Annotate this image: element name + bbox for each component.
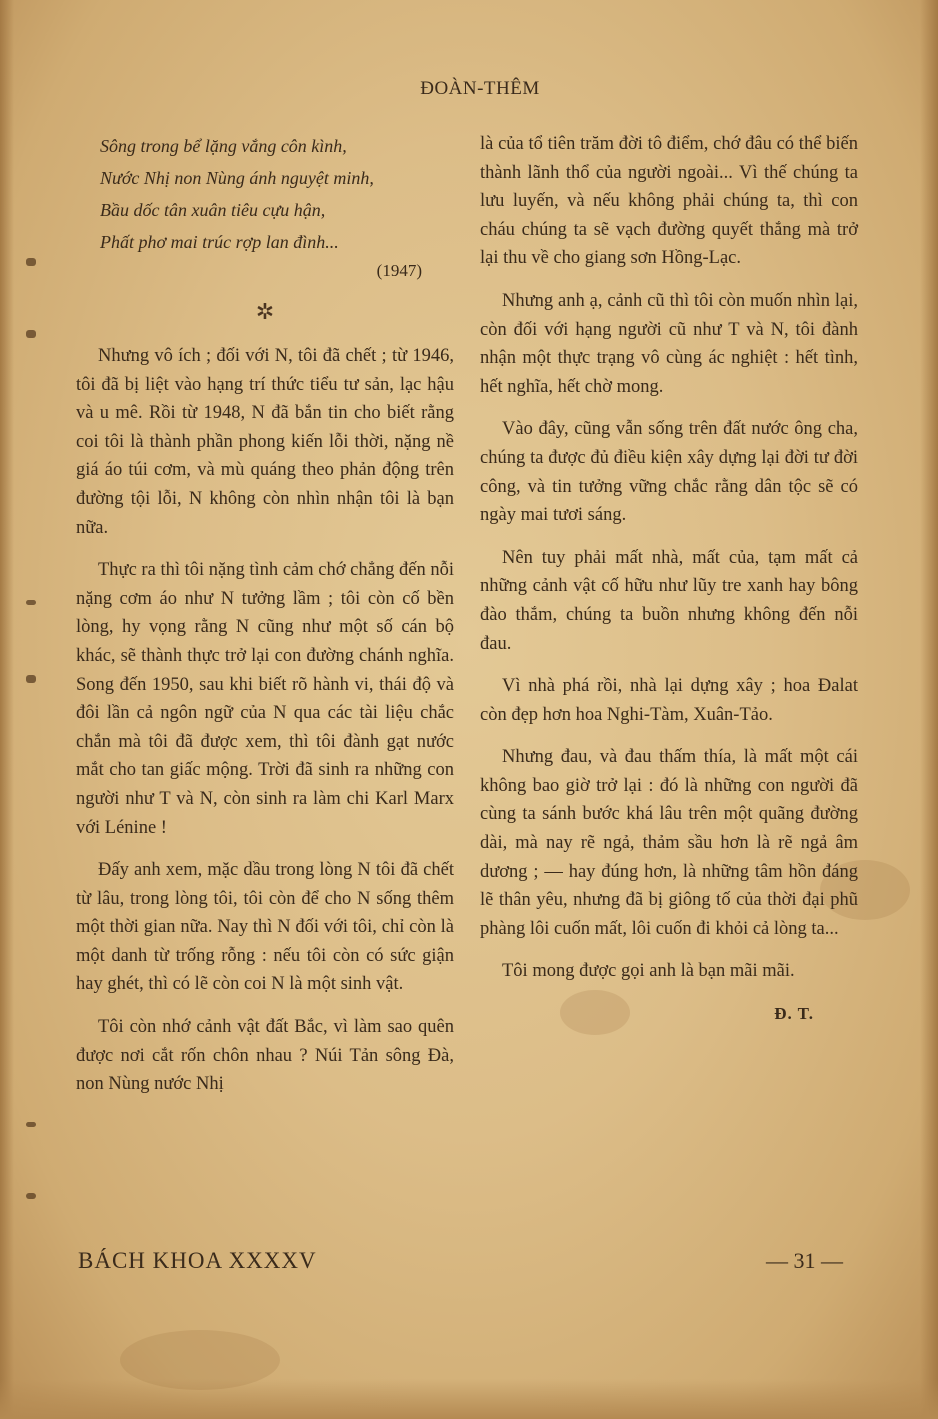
poem xyxy=(76,130,454,258)
paper-edge-bottom xyxy=(0,1379,938,1419)
binding-hole-mark xyxy=(26,1193,36,1199)
paper-stain xyxy=(120,1330,280,1390)
paragraph: Tôi còn nhớ cảnh vật đất Bắc, vì làm sao quên được nơi cắt rốn chôn nhau ? Núi Tản sông Đà, non Nùng nước Nhị xyxy=(76,1017,454,1095)
paragraph: Đấy anh xem, mặc dầu trong lòng N tôi đã chết từ lâu, trong lòng tôi, tôi còn để cho N sống thêm một thời gian nữa. Nay thì N đối với tôi, chỉ còn là một danh từ trống rỗng : nếu tôi còn có sức giận hay ghét, thì có lẽ còn coi N là một sinh vật. xyxy=(76,860,454,995)
paragraph: là của tổ tiên trăm đời tô điểm, chớ đâu có thể biến thành lãnh thổ của người ngoài... Vì thế chúng ta lưu luyến, và nếu không phải chúng ta, thì con cháu chúng ta sẽ vạch đường quyết thắng mà trở lại thu về cho giang sơn Hồng-Lạc. xyxy=(480,134,858,269)
left-column xyxy=(76,130,454,1113)
paragraph: Thực ra thì tôi nặng tình cảm chớ chẳng đến nỗi nặng cơm áo như N tưởng lầm ; tôi còn cố bền lòng, hy vọng rằng N cũng như một số cán bộ khác, sẽ thành thực trở lại con đường chánh nghĩa. Song đến 1950, sau khi biết rõ hành vi, thái độ và đôi lần cả ngôn ngữ của N qua các tài liệu chắc chắn mà tôi đã được xem, thì tôi đành gạt nước mắt cho tan giấc mộng. Trời đã sinh ra những con người như T và N, còn sinh ra làm chi Karl Marx với Lénine ! xyxy=(76,560,454,838)
poem-line: Sông trong bể lặng vắng côn kình, xyxy=(100,136,347,156)
paragraph: Nhưng đau, và đau thấm thía, là mất một cái không bao giờ trở lại : đó là những con người đã cùng ta sánh bước khá lâu trên một quãng đường dài, mà nay rẽ ngả, thảm sầu hơn là rẽ ngả âm dương ; — hay đúng hơn, là những tâm hồn đáng lẽ thân yêu, nhưng đã bị giông tố của thời đại phũ phàng lôi cuốn mất, lôi cuốn đi khỏi cả lòng ta... xyxy=(480,747,858,939)
binding-hole-mark xyxy=(26,1122,36,1127)
paragraph: Nhưng anh ạ, cảnh cũ thì tôi còn muốn nhìn lại, còn đối với hạng người cũ như T và N, tôi đành nhận một thực trạng vô cùng ác nghiệt : hết tình, hết nghĩa, hết chờ mong. xyxy=(480,290,858,397)
binding-hole-mark xyxy=(26,330,36,338)
paragraph: Nên tuy phải mất nhà, mất của, tạm mất cả những cảnh vật cố hữu như lũy tre xanh hay bông đào thắm, chúng ta buồn nhưng không đến nỗi đau. xyxy=(480,547,858,654)
publication-name: BÁCH KHOA XXXXV xyxy=(78,1248,317,1273)
paper-edge-left xyxy=(0,0,14,1419)
poem-line: Phất phơ mai trúc rợp lan đình... xyxy=(100,232,339,252)
page-number: — 31 — xyxy=(766,1248,843,1273)
paragraph: Vào đây, cũng vẫn sống trên đất nước ông cha, chúng ta được đủ điều kiện xây dựng lại đời tư đời công, và tin tưởng vững chắc rằng dân tộc sẽ có ngày mai tươi sáng. xyxy=(480,419,858,526)
binding-hole-mark xyxy=(26,600,36,605)
author-signature: Đ. T. xyxy=(774,1004,814,1024)
paragraph: Tôi mong được gọi anh là bạn mãi mãi. xyxy=(502,961,795,982)
paragraph: Vì nhà phá rồi, nhà lại dựng xây ; hoa Đalat còn đẹp hơn hoa Nghi-Tàm, Xuân-Tảo. xyxy=(480,676,858,725)
paper-edge-right xyxy=(920,0,938,1419)
paragraph: Nhưng vô ích ; đối với N, tôi đã chết ; từ 1946, tôi đã bị liệt vào hạng trí thức tiểu tư sản, lạc hậu và u mê. Rồi từ 1948, N đã bắn tin cho biết rằng coi tôi là thành phần phong kiến lỗi thời, nặng nề giá áo túi cơm, và mù quáng theo phản động trên đường tội lỗi, N không còn nhìn nhận tôi là bạn nữa. xyxy=(76,346,454,538)
poem-year: (1947) xyxy=(376,261,422,280)
section-separator: ✲ xyxy=(255,299,275,324)
binding-hole-mark xyxy=(26,675,36,683)
poem-line: Bầu dốc tân xuân tiêu cựu hận, xyxy=(100,200,326,220)
poem-line: Nước Nhị non Nùng ánh nguyệt minh, xyxy=(100,168,374,188)
binding-hole-mark xyxy=(26,258,36,266)
running-title: ĐOÀN-THÊM xyxy=(420,78,540,99)
right-column xyxy=(480,130,858,1029)
